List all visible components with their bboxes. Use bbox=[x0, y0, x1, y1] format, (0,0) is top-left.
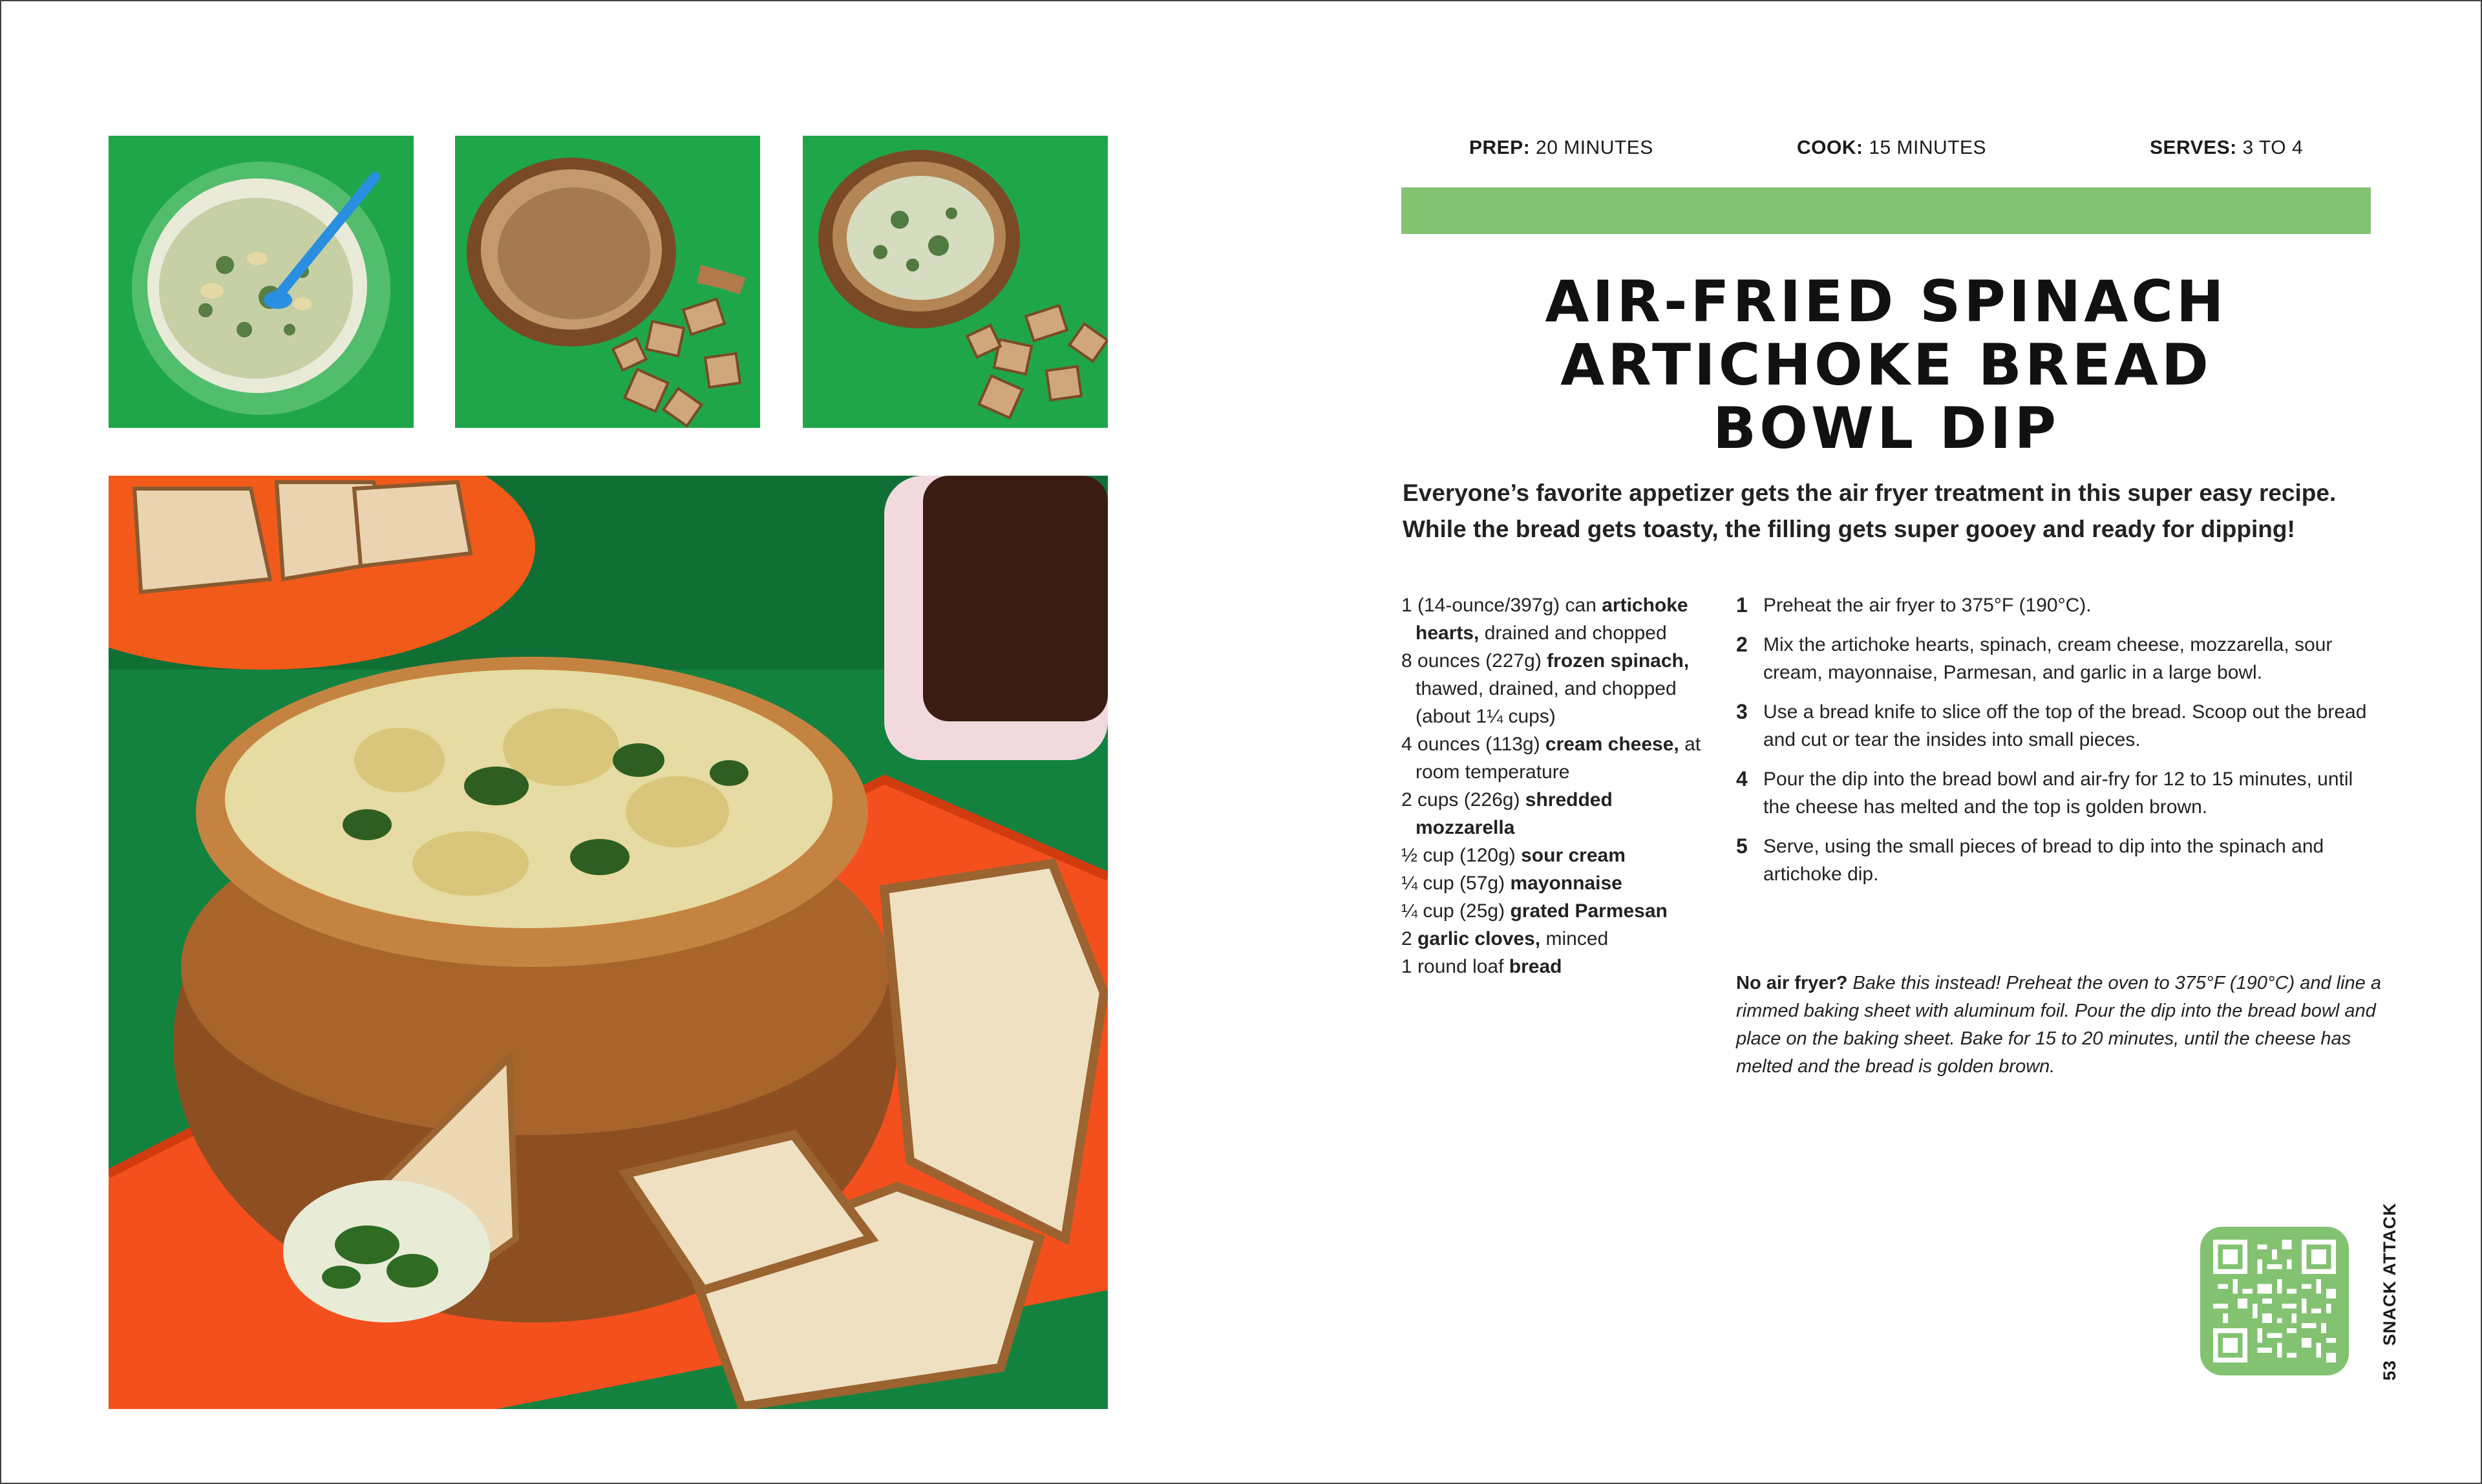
ingredient-item: 8 ounces (227g) frozen spinach, thawed, drained, and chopped (about 1¼ cups) bbox=[1401, 650, 1690, 727]
recipe-meta-row bbox=[1401, 137, 2371, 163]
recipe-intro: Everyone’s favorite appetizer gets the air fryer treatment in this super easy recipe. While the bread gets toasty, the filling gets super gooey and ready for dipping! bbox=[1403, 480, 2337, 542]
servings bbox=[2150, 137, 2303, 159]
recipe-title bbox=[1401, 270, 2371, 460]
serves-label: SERVES: bbox=[2150, 137, 2237, 158]
title-line-2: ARTICHOKE BREAD bbox=[1560, 332, 2212, 398]
step-text: Serve, using the small pieces of bread to dip into the spinach and artichoke dip. bbox=[1763, 836, 2324, 885]
step-item bbox=[1736, 698, 2382, 754]
note-label: No air fryer? bbox=[1736, 973, 1848, 993]
note-text: Bake this instead! Preheat the oven to 375°F (190°C) and line a rimmed baking sheet with aluminum foil. Pour the dip into the bread bowl and place on the baking sheet. Bake for 15 to 20 minutes, until the cheese has melted and the bread is golden brown. bbox=[1736, 973, 2381, 1077]
section-name: SNACK ATTACK bbox=[2380, 1202, 2399, 1346]
ingredient-item: 2 cups (226g) shredded mozzarella bbox=[1401, 789, 1613, 838]
step-number: 2 bbox=[1736, 633, 1748, 656]
dip-bowl-illustration bbox=[109, 136, 414, 428]
step-number: 4 bbox=[1736, 767, 1748, 790]
prep-label: PREP: bbox=[1469, 137, 1531, 158]
cook-label: COOK: bbox=[1797, 137, 1863, 158]
step-item bbox=[1736, 832, 2382, 888]
ingredient-item: ¼ cup (57g) mayonnaise bbox=[1401, 873, 1622, 894]
step-item bbox=[1736, 591, 2382, 619]
qr-code[interactable] bbox=[2200, 1227, 2349, 1375]
step-list bbox=[1736, 591, 2382, 900]
step-text: Preheat the air fryer to 375°F (190°C). bbox=[1763, 595, 2092, 616]
cook-time bbox=[1797, 137, 1986, 159]
photo-dip-mixing-bowl bbox=[109, 136, 414, 428]
hollowed-bread-illustration bbox=[455, 136, 760, 428]
step-item bbox=[1736, 765, 2382, 821]
ingredient-item: ¼ cup (25g) grated Parmesan bbox=[1401, 900, 1668, 922]
cook-value: 15 MINUTES bbox=[1869, 137, 1987, 158]
photo-hollowed-bread bbox=[455, 136, 760, 428]
serves-value: 3 TO 4 bbox=[2242, 137, 2304, 158]
ingredient-item: 1 (14-ounce/397g) can artichoke hearts, drained and chopped bbox=[1401, 595, 1688, 644]
ingredient-item: 4 ounces (113g) cream cheese, at room temperature bbox=[1401, 734, 1701, 783]
prep-value: 20 MINUTES bbox=[1536, 137, 1653, 158]
step-item bbox=[1736, 631, 2382, 686]
bread-bowl-dip-illustration bbox=[109, 476, 1108, 1409]
photo-filled-bread bbox=[803, 136, 1108, 428]
no-air-fryer-note bbox=[1736, 970, 2382, 1081]
ingredient-item: ½ cup (120g) sour cream bbox=[1401, 845, 1626, 866]
title-line-3: BOWL DIP bbox=[1713, 395, 2059, 461]
step-number: 1 bbox=[1736, 593, 1748, 617]
ingredient-list bbox=[1401, 591, 1705, 980]
ingredient-item: 2 garlic cloves, minced bbox=[1401, 928, 1609, 949]
step-number: 3 bbox=[1736, 700, 1748, 723]
accent-bar bbox=[1401, 187, 2371, 234]
prep-time bbox=[1469, 137, 1653, 159]
step-text: Use a bread knife to slice off the top of the bread. Scoop out the bread and cut or tear the insides into small pieces. bbox=[1763, 701, 2367, 750]
page-number: 53 bbox=[2380, 1359, 2399, 1381]
page-footer bbox=[2380, 1202, 2400, 1381]
photo-finished-bread-bowl bbox=[109, 476, 1108, 1409]
filled-bread-illustration bbox=[803, 136, 1108, 428]
step-text: Pour the dip into the bread bowl and air-fry for 12 to 15 minutes, until the cheese has melted and the top is golden brown. bbox=[1763, 768, 2353, 818]
qr-code-icon bbox=[2213, 1240, 2336, 1362]
title-line-1: AIR-FRIED SPINACH bbox=[1545, 268, 2227, 335]
step-text: Mix the artichoke hearts, spinach, cream cheese, mozzarella, sour cream, mayonnaise, Parmesan, and garlic in a large bowl. bbox=[1763, 634, 2333, 683]
step-number: 5 bbox=[1736, 834, 1748, 858]
ingredient-item: 1 round loaf bread bbox=[1401, 956, 1562, 977]
